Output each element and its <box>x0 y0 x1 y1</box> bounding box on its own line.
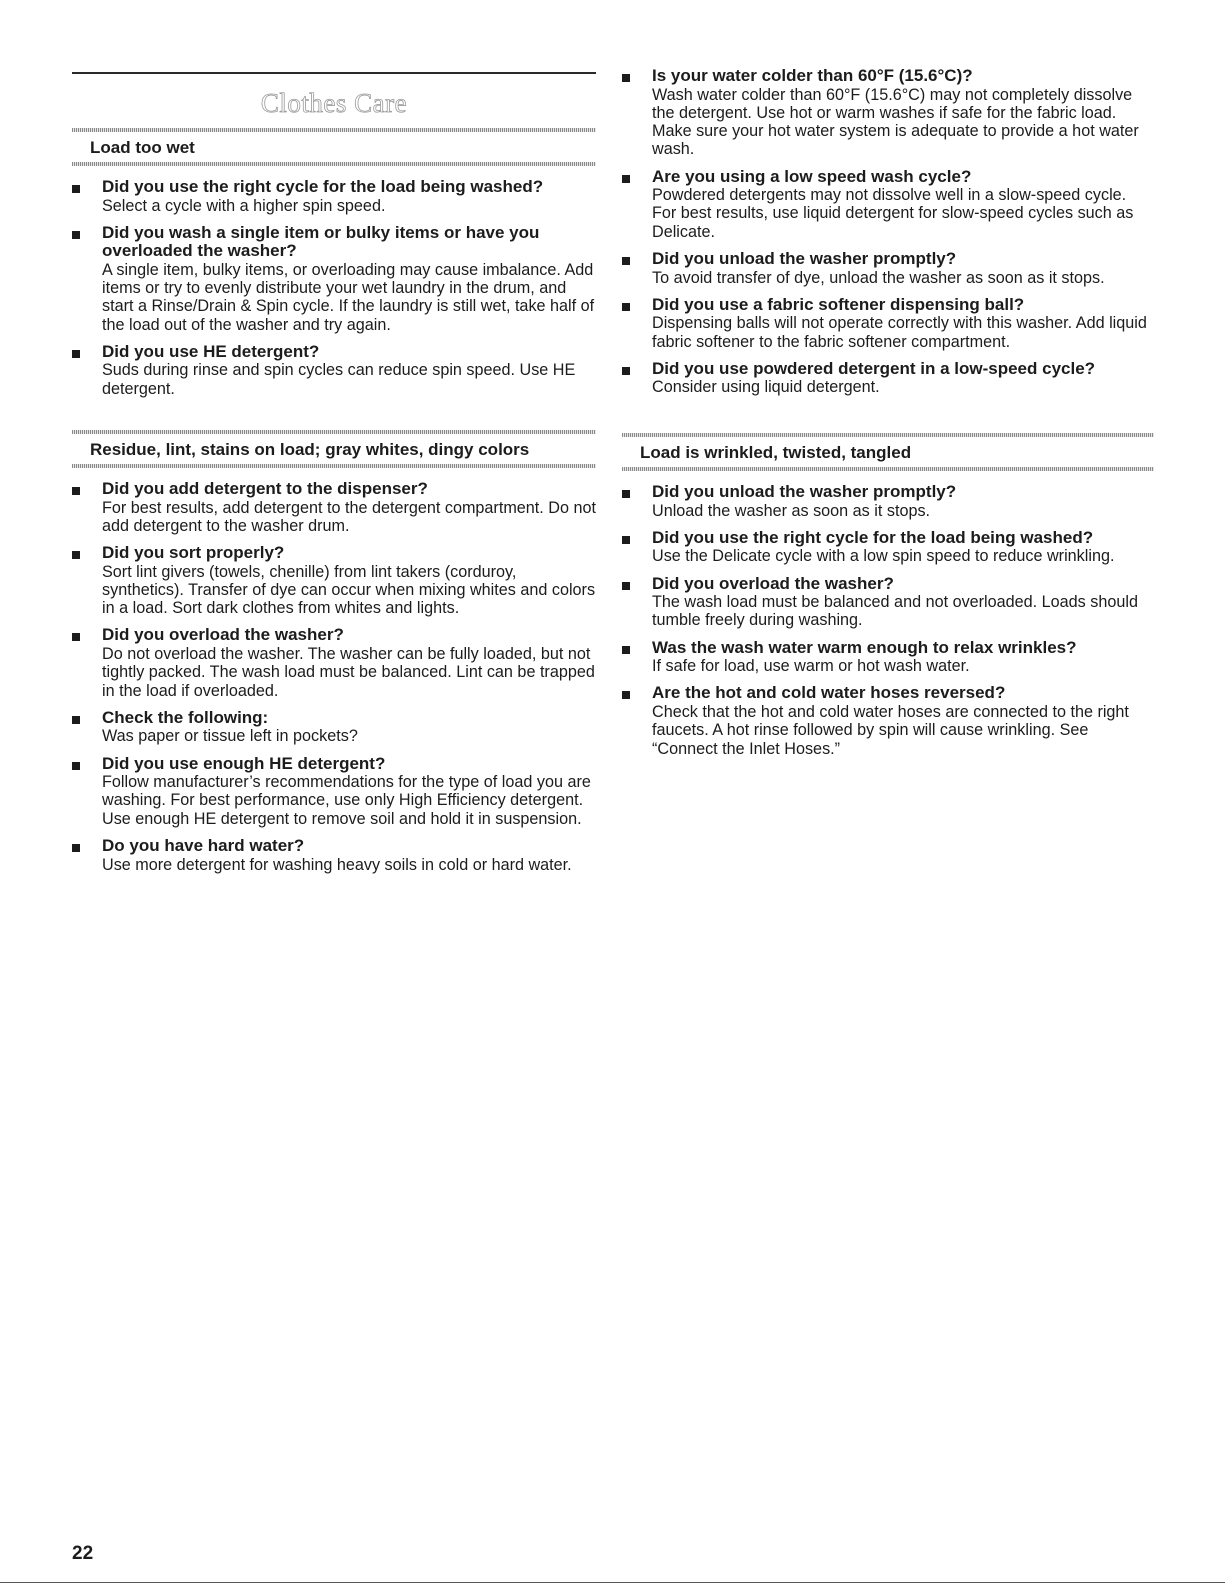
bullet-square-icon <box>622 691 630 699</box>
question: Did you use a fabric softener dispensing ball? <box>652 294 1025 314</box>
bullet-square-icon <box>622 74 630 82</box>
list-item <box>622 250 1154 287</box>
section-divider <box>622 467 1154 471</box>
bullet-square-icon <box>72 185 80 193</box>
list-item <box>72 224 596 334</box>
answer: Unload the washer as soon as it stops. <box>652 501 931 520</box>
bullet-square-icon <box>622 175 630 183</box>
answer: Suds during rinse and spin cycles can reduce spin speed. Use HE detergent. <box>102 361 576 398</box>
list-item <box>72 755 596 828</box>
title-rule <box>72 72 596 74</box>
page-title: Clothes Care <box>260 88 408 118</box>
page-bottom-rule <box>0 1582 1225 1583</box>
question: Is your water colder than 60°F (15.6°C)? <box>652 66 973 85</box>
question: Did you use powdered detergent in a low-speed cycle? <box>652 358 1096 378</box>
answer: Check that the hot and cold water hoses are connected to the right faucets. A hot rinse followed by spin will cause wrinkling. See “Connect the Inlet Hoses.” <box>652 702 1129 758</box>
answer: A single item, bulky items, or overloading may cause imbalance. Add items or try to evenly distribute your wet laundry in the drum, and start a Rinse/Drain & Spin cycle. If the laundry is still wet, take half of the load out of the washer and try again. <box>102 260 595 334</box>
answer: Was paper or tissue left in pockets? <box>102 727 358 746</box>
list-item <box>72 709 596 746</box>
answer: Powdered detergents may not dissolve well in a slow-speed cycle. For best results, use liquid detergent for slow-speed cycles such as Delicate. <box>652 186 1134 241</box>
answer: Sort lint givers (towels, chenille) from lint takers (corduroy, synthetics). Transfer of dye can occur when mixing whites and colors in a load. Sort dark clothes from whites and lights. <box>102 562 596 618</box>
question: Did you use HE detergent? <box>102 341 320 361</box>
question: Did you unload the washer promptly? <box>652 482 957 501</box>
bullet-square-icon <box>622 536 630 544</box>
section-divider <box>72 464 596 468</box>
list-item <box>72 837 596 874</box>
list-item <box>72 343 596 398</box>
page-number: 22 <box>72 1543 94 1564</box>
bullet-square-icon <box>622 303 630 311</box>
answer: Wash water colder than 60°F (15.6°C) may not completely dissolve the detergent. Use hot or warm washes if safe for the fabric load. Make sure your hot water system is adequate to provide a hot water wash. <box>652 85 1139 159</box>
question: Check the following: <box>102 707 269 727</box>
section-divider <box>72 162 596 166</box>
answer: To avoid transfer of dye, unload the washer as soon as it stops. <box>652 268 1105 287</box>
question: Did you wash a single item or bulky items or have you overloaded the washer? <box>102 222 540 261</box>
section-heading: Residue, lint, stains on load; gray whites, dingy colors <box>90 440 530 459</box>
answer: Select a cycle with a higher spin speed. <box>102 196 386 215</box>
list-item <box>622 360 1154 397</box>
section-residue-lint <box>72 430 596 883</box>
bullet-square-icon <box>72 716 80 724</box>
continued-items <box>622 67 1154 406</box>
list-item <box>622 296 1154 351</box>
question: Do you have hard water? <box>102 836 305 856</box>
question: Did you overload the washer? <box>102 625 344 645</box>
list-item <box>622 575 1154 630</box>
bullet-square-icon <box>622 367 630 375</box>
list-item <box>72 480 596 535</box>
answer: Do not overload the washer. The washer can be fully loaded, but not tightly packed. The wash load must be balanced. Lint can be trapped in the load if overloaded. <box>102 644 595 700</box>
answer: If safe for load, use warm or hot wash water. <box>652 657 970 676</box>
list-item <box>72 626 596 699</box>
list-item <box>622 168 1154 241</box>
bullet-square-icon <box>622 646 630 654</box>
section-heading: Load is wrinkled, twisted, tangled <box>640 443 912 462</box>
question: Did you use enough HE detergent? <box>102 753 386 773</box>
question: Did you use the right cycle for the load being washed? <box>102 177 544 196</box>
question: Was the wash water warm enough to relax wrinkles? <box>652 637 1077 657</box>
list-item <box>622 684 1154 757</box>
list-item <box>622 67 1154 159</box>
answer: The wash load must be balanced and not overloaded. Loads should tumble freely during washing. <box>652 593 1138 630</box>
question: Did you use the right cycle for the load being washed? <box>652 527 1094 547</box>
section-load-too-wet <box>72 128 596 407</box>
bullet-square-icon <box>72 231 80 239</box>
question: Did you unload the washer promptly? <box>652 249 957 269</box>
question: Are you using a low speed wash cycle? <box>652 166 972 186</box>
list-item <box>622 483 1154 520</box>
bullet-square-icon <box>72 844 80 852</box>
list-item <box>72 544 596 617</box>
bullet-square-icon <box>622 490 630 498</box>
bullet-square-icon <box>622 582 630 590</box>
section-load-wrinkled <box>622 433 1154 767</box>
bullet-square-icon <box>72 350 80 358</box>
answer: Use more detergent for washing heavy soils in cold or hard water. <box>102 855 572 874</box>
section-heading: Load too wet <box>90 138 195 157</box>
bullet-square-icon <box>72 762 80 770</box>
bullet-square-icon <box>72 633 80 641</box>
list-item <box>622 529 1154 566</box>
list-item <box>72 178 596 215</box>
answer: For best results, add detergent to the detergent compartment. Do not add detergent to the washer drum. <box>102 498 596 535</box>
answer: Use the Delicate cycle with a low spin speed to reduce wrinkling. <box>652 547 1115 566</box>
question: Did you add detergent to the dispenser? <box>102 479 428 498</box>
list-item <box>622 639 1154 676</box>
question: Did you sort properly? <box>102 543 285 563</box>
bullet-square-icon <box>72 487 80 495</box>
question: Are the hot and cold water hoses reversed? <box>652 683 1006 703</box>
answer: Consider using liquid detergent. <box>652 378 880 397</box>
bullet-square-icon <box>622 257 630 265</box>
bullet-square-icon <box>72 551 80 559</box>
question: Did you overload the washer? <box>652 573 894 593</box>
answer: Follow manufacturer’s recommendations for the type of load you are washing. For best performance, use only High Efficiency detergent. Use enough HE detergent to remove soil and hold it in suspension. <box>102 773 591 828</box>
answer: Dispensing balls will not operate correctly with this washer. Add liquid fabric softener to the fabric softener compartment. <box>652 314 1147 351</box>
